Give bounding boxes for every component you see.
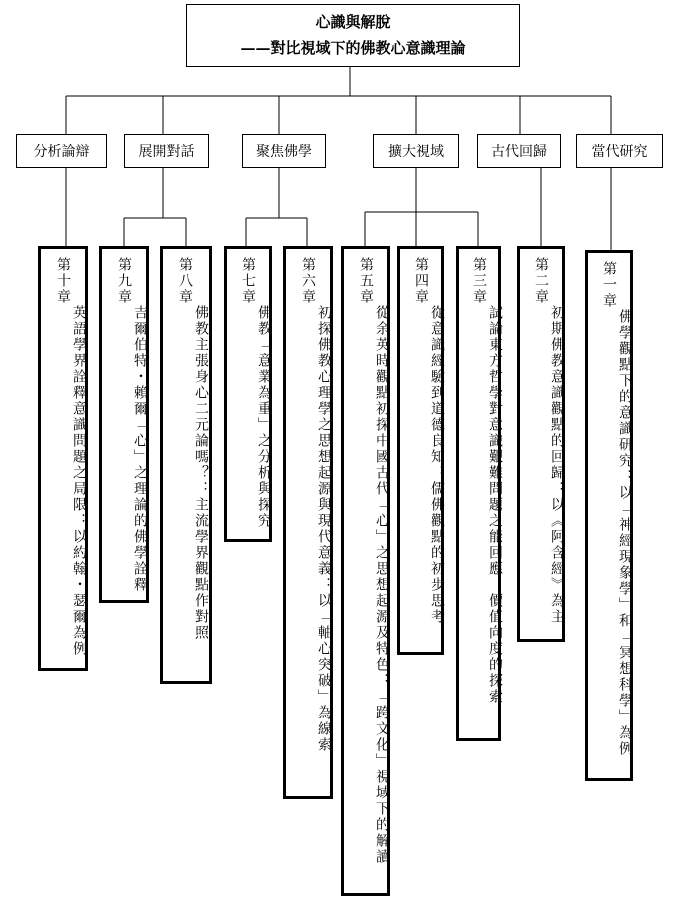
chapter-number: 第十章 [55,257,71,305]
chapter-title: 佛學觀點下的意識研究：以「神經現象學」和「冥想科學」為例 [617,309,633,757]
chapter-box-7 [224,246,272,542]
category-contemporary-research: 當代研究 [576,134,663,168]
chapter-title: 佛教「意業為重」之分析與探究 [256,305,272,529]
chapter-box-1 [585,250,633,781]
chapter-title: 從余英時觀點初探中國古代「心」之思想起源及特色：「跨文化」視域下的解讀 [374,305,390,865]
category-buddhism-focus: 聚焦佛學 [242,134,326,168]
chapter-number: 第七章 [240,257,256,305]
chapter-number: 第八章 [177,257,193,305]
chapter-box-9 [99,246,149,603]
chapter-box-10 [38,246,88,671]
chapter-title: 初期佛教意識觀點的回歸：以《阿含經》為主 [549,305,565,625]
category-broaden-horizon: 擴大視域 [373,134,459,168]
diagram-subtitle: ——對比視域下的佛教心意識理論 [240,39,466,57]
category-analysis: 分析論辯 [16,134,107,168]
chapter-number: 第九章 [116,257,132,305]
chapter-box-3 [456,246,501,741]
chapter-title: 吉爾伯特・賴爾「心」之理論的佛學詮釋 [132,305,148,593]
chapter-title: 佛教主張身心二元論嗎？：主流學界觀點作對照 [193,305,209,641]
chapter-title: 從意識經驗到道德良知：儒佛觀點的初步思考 [429,305,445,625]
chapter-box-6 [283,246,333,799]
chapter-number: 第六章 [300,257,316,305]
chapter-number: 第二章 [533,257,549,305]
chapter-box-8 [160,246,212,684]
diagram-title: 心識與解脫 [315,13,391,31]
chapter-number: 第四章 [413,257,429,305]
chapter-title: 初探佛教心理學之思想起源與現代意義：以「軸心突破」為線索 [316,305,332,753]
chapter-number: 第三章 [471,257,487,305]
diagram-title-box [186,4,520,67]
chapter-box-4 [397,246,444,655]
chapter-box-5 [341,246,390,896]
chapter-title: 試論東方哲學對意識艱難問題之能回應：價值向度的探索 [487,305,503,705]
chapter-title: 英語學界詮釋意識問題之局限：以約翰・瑟爾為例 [71,305,87,657]
category-dialogue: 展開對話 [124,134,209,168]
chapter-number: 第五章 [358,257,374,305]
chapter-box-2 [517,246,565,642]
category-ancient-return: 古代回歸 [477,134,561,168]
chapter-number: 第一章 [601,261,617,309]
